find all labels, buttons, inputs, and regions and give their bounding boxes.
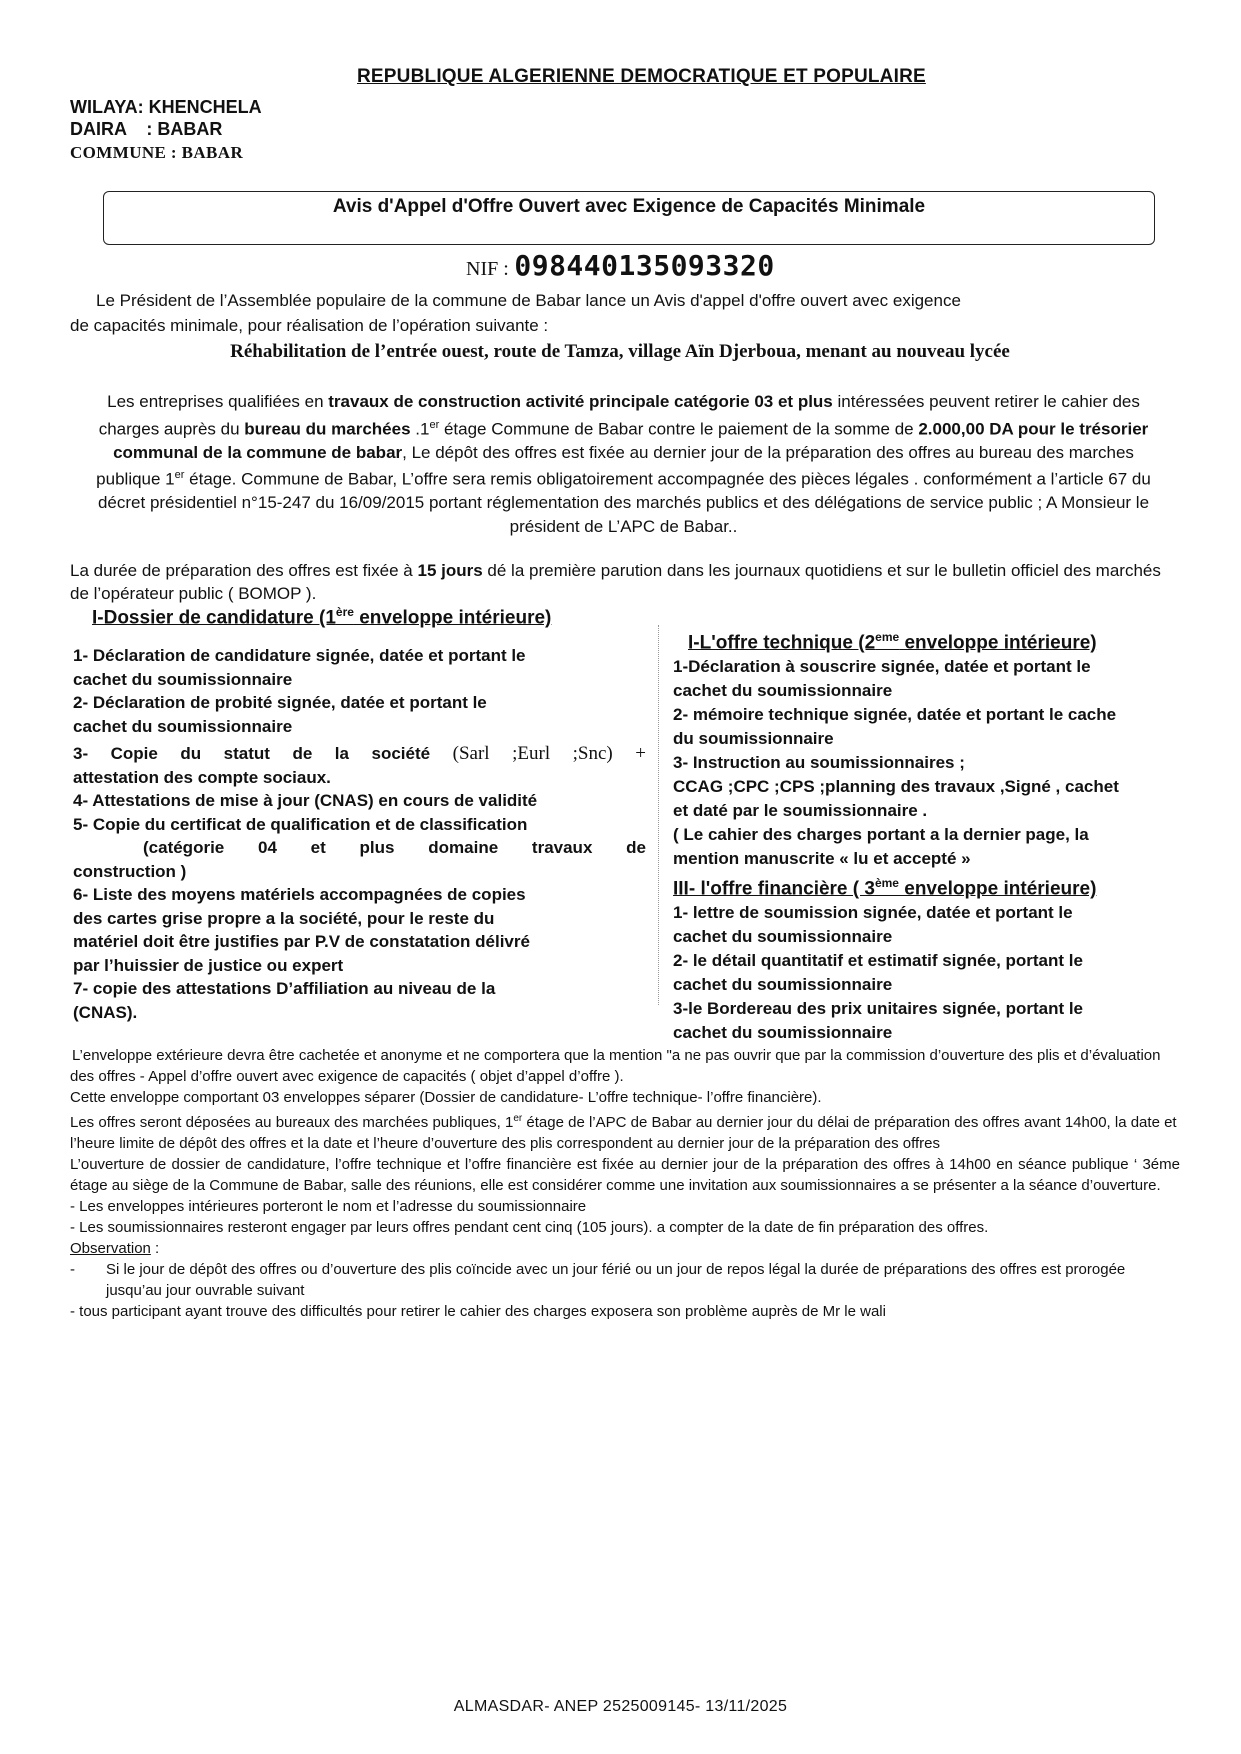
observation-label-row bbox=[70, 1238, 1180, 1259]
main-text-c: intéressées peuvent retirer le cahier des charges auprès du bbox=[98, 392, 1140, 439]
republic-heading: REPUBLIQUE ALGERIENNE DEMOCRATIQUE ET POPULAIRE bbox=[357, 66, 926, 87]
list-item: ( Le cahier des charges portant a la dernier page, la bbox=[673, 825, 1089, 844]
list-item: 2- Déclaration de probité signée, datée et portant le bbox=[73, 693, 487, 712]
list-item: 1- Déclaration de candidature signée, datée et portant le bbox=[73, 646, 526, 665]
list-item: 6- Liste des moyens matériels accompagnées de copies bbox=[73, 885, 526, 904]
deposit-sup: er bbox=[513, 1113, 523, 1124]
nif-label: NIF : bbox=[466, 258, 509, 280]
list-item: cachet du soumissionnaire bbox=[73, 669, 293, 689]
list-item: et daté par le soumissionnaire . bbox=[673, 801, 928, 820]
duration-text-a: La durée de préparation des offres est fixée à bbox=[70, 561, 418, 580]
statut-text: 3- Copie du statut de la société bbox=[73, 744, 431, 763]
daira-label: DAIRA : BABAR bbox=[70, 119, 223, 139]
list-item: 2- mémoire technique signée, datée et portant le cache bbox=[673, 705, 1117, 724]
list-item: cachet du soumissionnaire bbox=[673, 1023, 893, 1043]
main-text-e: .1 bbox=[410, 419, 430, 439]
nif-line bbox=[466, 249, 775, 282]
main-text-a: Les entreprises qualifiées en bbox=[107, 392, 329, 411]
financiere-heading-sup: ème bbox=[874, 876, 899, 890]
observation-label: Observation bbox=[70, 1240, 151, 1257]
financiere-heading-a: III- l'offre financière ( 3 bbox=[673, 878, 875, 900]
financiere-heading bbox=[673, 871, 1096, 901]
statut-forms: (Sarl ;Eurl ;Snc) + bbox=[452, 743, 647, 764]
main-text-g: 2.000,00 DA pour le trésorier communal de la commune de babar bbox=[113, 419, 1149, 462]
envelopes-count-paragraph: Cette enveloppe comportant 03 enveloppes séparer (Dossier de candidature- L’offre technique- l’offre financière). bbox=[70, 1089, 822, 1106]
offers-list bbox=[673, 655, 1213, 1045]
nif-value: 098440135093320 bbox=[514, 249, 775, 282]
commune-label: COMMUNE : BABAR bbox=[70, 143, 244, 162]
list-item: matériel doit être justifies par P.V de constatation délivré bbox=[73, 932, 530, 951]
inner-envelopes-note: - Les enveloppes intérieures porteront le nom et l’adresse du soumissionnaire bbox=[70, 1198, 587, 1215]
list-item: CCAG ;CPC ;CPS ;planning des travaux ,Signé , cachet bbox=[673, 777, 1119, 796]
main-text-i: étage. Commune de Babar, L’offre sera remis obligatoirement accompagnée des pièces légales . conformément a l’article 67 du décret présidentiel n°15-247 du 16/09/2015 portant réglementation des marchés publics et des délégations de service public ; A Monsieur le président de L’APC de Babar.. bbox=[97, 469, 1151, 536]
main-paragraph bbox=[86, 390, 1161, 538]
list-item: 1-Déclaration à souscrire signée, datée et portant le bbox=[673, 657, 1091, 676]
main-text-b: travaux de construction activité principale catégorie 03 et plus bbox=[328, 392, 833, 411]
wilaya-label: WILAYA: KHENCHELA bbox=[70, 97, 262, 117]
intro-paragraph bbox=[70, 288, 1170, 338]
list-item: 1- lettre de soumission signée, datée et portant le bbox=[673, 903, 1073, 923]
list-item: 7- copie des attestations D’affiliation au niveau de la bbox=[73, 979, 496, 998]
list-item: 4- Attestations de mise à jour (CNAS) en cours de validité bbox=[73, 791, 538, 810]
list-item: cachet du soumissionnaire bbox=[673, 927, 893, 947]
deposit-paragraph bbox=[70, 1108, 1180, 1154]
financiere-heading-b: enveloppe intérieure) bbox=[898, 878, 1097, 900]
technique-heading bbox=[688, 630, 1097, 654]
validity-note: - Les soumissionnaires resteront engager par leurs offres pendant cent cinq (105 jours). a compter de la date de fin préparation des offres. bbox=[70, 1219, 989, 1236]
list-item: 3-le Bordereau des prix unitaires signée, portant le bbox=[673, 999, 1084, 1019]
main-text-d: bureau du marchées bbox=[244, 419, 411, 439]
publication-footer: ALMASDAR- ANEP 2525009145- 13/11/2025 bbox=[453, 1698, 788, 1715]
column-separator bbox=[658, 625, 660, 1005]
list-item: du soumissionnaire bbox=[673, 729, 834, 748]
observation-dash: - bbox=[70, 1261, 75, 1278]
deposit-text-b: étage de l’APC de Babar au dernier jour du délai de préparation des offres avant 14h00, la date et l’heure limite de dépôt des offres et la date et l’heure d’ouverture des plis correspondent au dernier jour de la préparation des offres bbox=[70, 1114, 1177, 1152]
list-item: (catégorie 04 et plus domaine travaux de bbox=[143, 838, 646, 857]
main-text-f: étage Commune de Babar contre le paiement de la somme de bbox=[439, 419, 919, 439]
duration-days: 15 jours bbox=[417, 561, 483, 580]
dossier-list bbox=[73, 644, 646, 1024]
duration-text-c: dé la première parution dans les journaux quotidiens et sur le bulletin officiel des marchés de l’opérateur public ( BOMOP ). bbox=[70, 561, 1161, 603]
list-item: 2- le détail quantitatif et estimatif signée, portant le bbox=[673, 951, 1083, 971]
observation-text: Si le jour de dépôt des offres ou d’ouverture des plis coïncide avec un jour férié ou un jour de repos légal la durée de préparations des offres est prorogée jusqu’au jour ouvrable suivant bbox=[106, 1261, 1126, 1299]
technique-heading-sup: eme bbox=[875, 630, 900, 644]
intro-line-2: de capacités minimale, pour réalisation de l’opération suivante : bbox=[70, 316, 549, 335]
main-text-h: , Le dépôt des offres est fixée au dernier jour de la préparation des offres au bureau des marches publique 1 bbox=[96, 442, 1134, 489]
list-item: par l’huissier de justice ou expert bbox=[73, 955, 344, 975]
list-item: mention manuscrite « lu et accepté » bbox=[673, 849, 971, 868]
intro-line-1: Le Président de l’Assemblée populaire de la commune de Babar lance un Avis d'appel d'offre ouvert avec exigence bbox=[96, 291, 961, 310]
conditions-section bbox=[70, 1045, 1180, 1322]
technique-heading-b: enveloppe intérieure) bbox=[899, 632, 1097, 654]
list-item: cachet du soumissionnaire bbox=[73, 716, 293, 736]
envelope-paragraph: L’enveloppe extérieure devra être cachetée et anonyme et ne comportera que la mention "a ne pas ouvrir que par la commission d’ouverture des plis et d’évaluation des offres - Appel d’offre ouvert avec exigence de capacités ( objet d’appel d’offre ). bbox=[70, 1047, 1161, 1085]
list-item: attestation des compte sociaux. bbox=[73, 767, 331, 787]
main-sup-2: er bbox=[174, 469, 185, 482]
list-item: construction ) bbox=[73, 861, 187, 881]
dossier-heading-a: I-Dossier de candidature (1 bbox=[92, 607, 336, 629]
opening-paragraph: L’ouverture de dossier de candidature, l’offre technique et l’offre financière est fixée au dernier jour de la préparation des offres à 14h00 en séance publique ‘ 3éme étage au siège de la Commune de Babar, salle des réunions, elle est considérer comme une invitation aux soumissionnaires a se présenter a la séance d’ouverture. bbox=[70, 1156, 1180, 1194]
observation-colon: : bbox=[150, 1240, 160, 1257]
main-sup-1: er bbox=[429, 418, 440, 431]
operation-title: Réhabilitation de l’entrée ouest, route de Tamza, village Aïn Djerboua, menant au nouveau lycée bbox=[230, 341, 1010, 362]
financiere-heading-row bbox=[673, 871, 1213, 901]
deposit-text-a: Les offres seront déposées au bureaux des marchées publiques, 1 bbox=[70, 1114, 514, 1131]
notice-title: Avis d'Appel d'Offre Ouvert avec Exigence de Capacités Minimale bbox=[332, 196, 926, 217]
list-item bbox=[73, 742, 646, 766]
technique-heading-a: I-L'offre technique (2 bbox=[688, 632, 876, 654]
dossier-heading bbox=[92, 605, 551, 629]
list-item: 5- Copie du certificat de qualification et de classification bbox=[73, 814, 528, 834]
observation-item bbox=[70, 1259, 1180, 1301]
list-item: (CNAS). bbox=[73, 1002, 138, 1022]
duration-paragraph bbox=[70, 559, 1180, 605]
list-item: cachet du soumissionnaire bbox=[673, 681, 893, 700]
list-item: des cartes grise propre a la société, pour le reste du bbox=[73, 908, 495, 928]
list-item: cachet du soumissionnaire bbox=[673, 975, 893, 995]
difficulties-note: - tous participant ayant trouve des difficultés pour retirer le cahier des charges exposera son problème auprès de Mr le wali bbox=[70, 1303, 886, 1320]
list-item: 3- Instruction au soumissionnaires ; bbox=[673, 753, 965, 772]
dossier-heading-sup: ère bbox=[335, 605, 354, 619]
dossier-heading-b: enveloppe intérieure) bbox=[353, 607, 552, 629]
